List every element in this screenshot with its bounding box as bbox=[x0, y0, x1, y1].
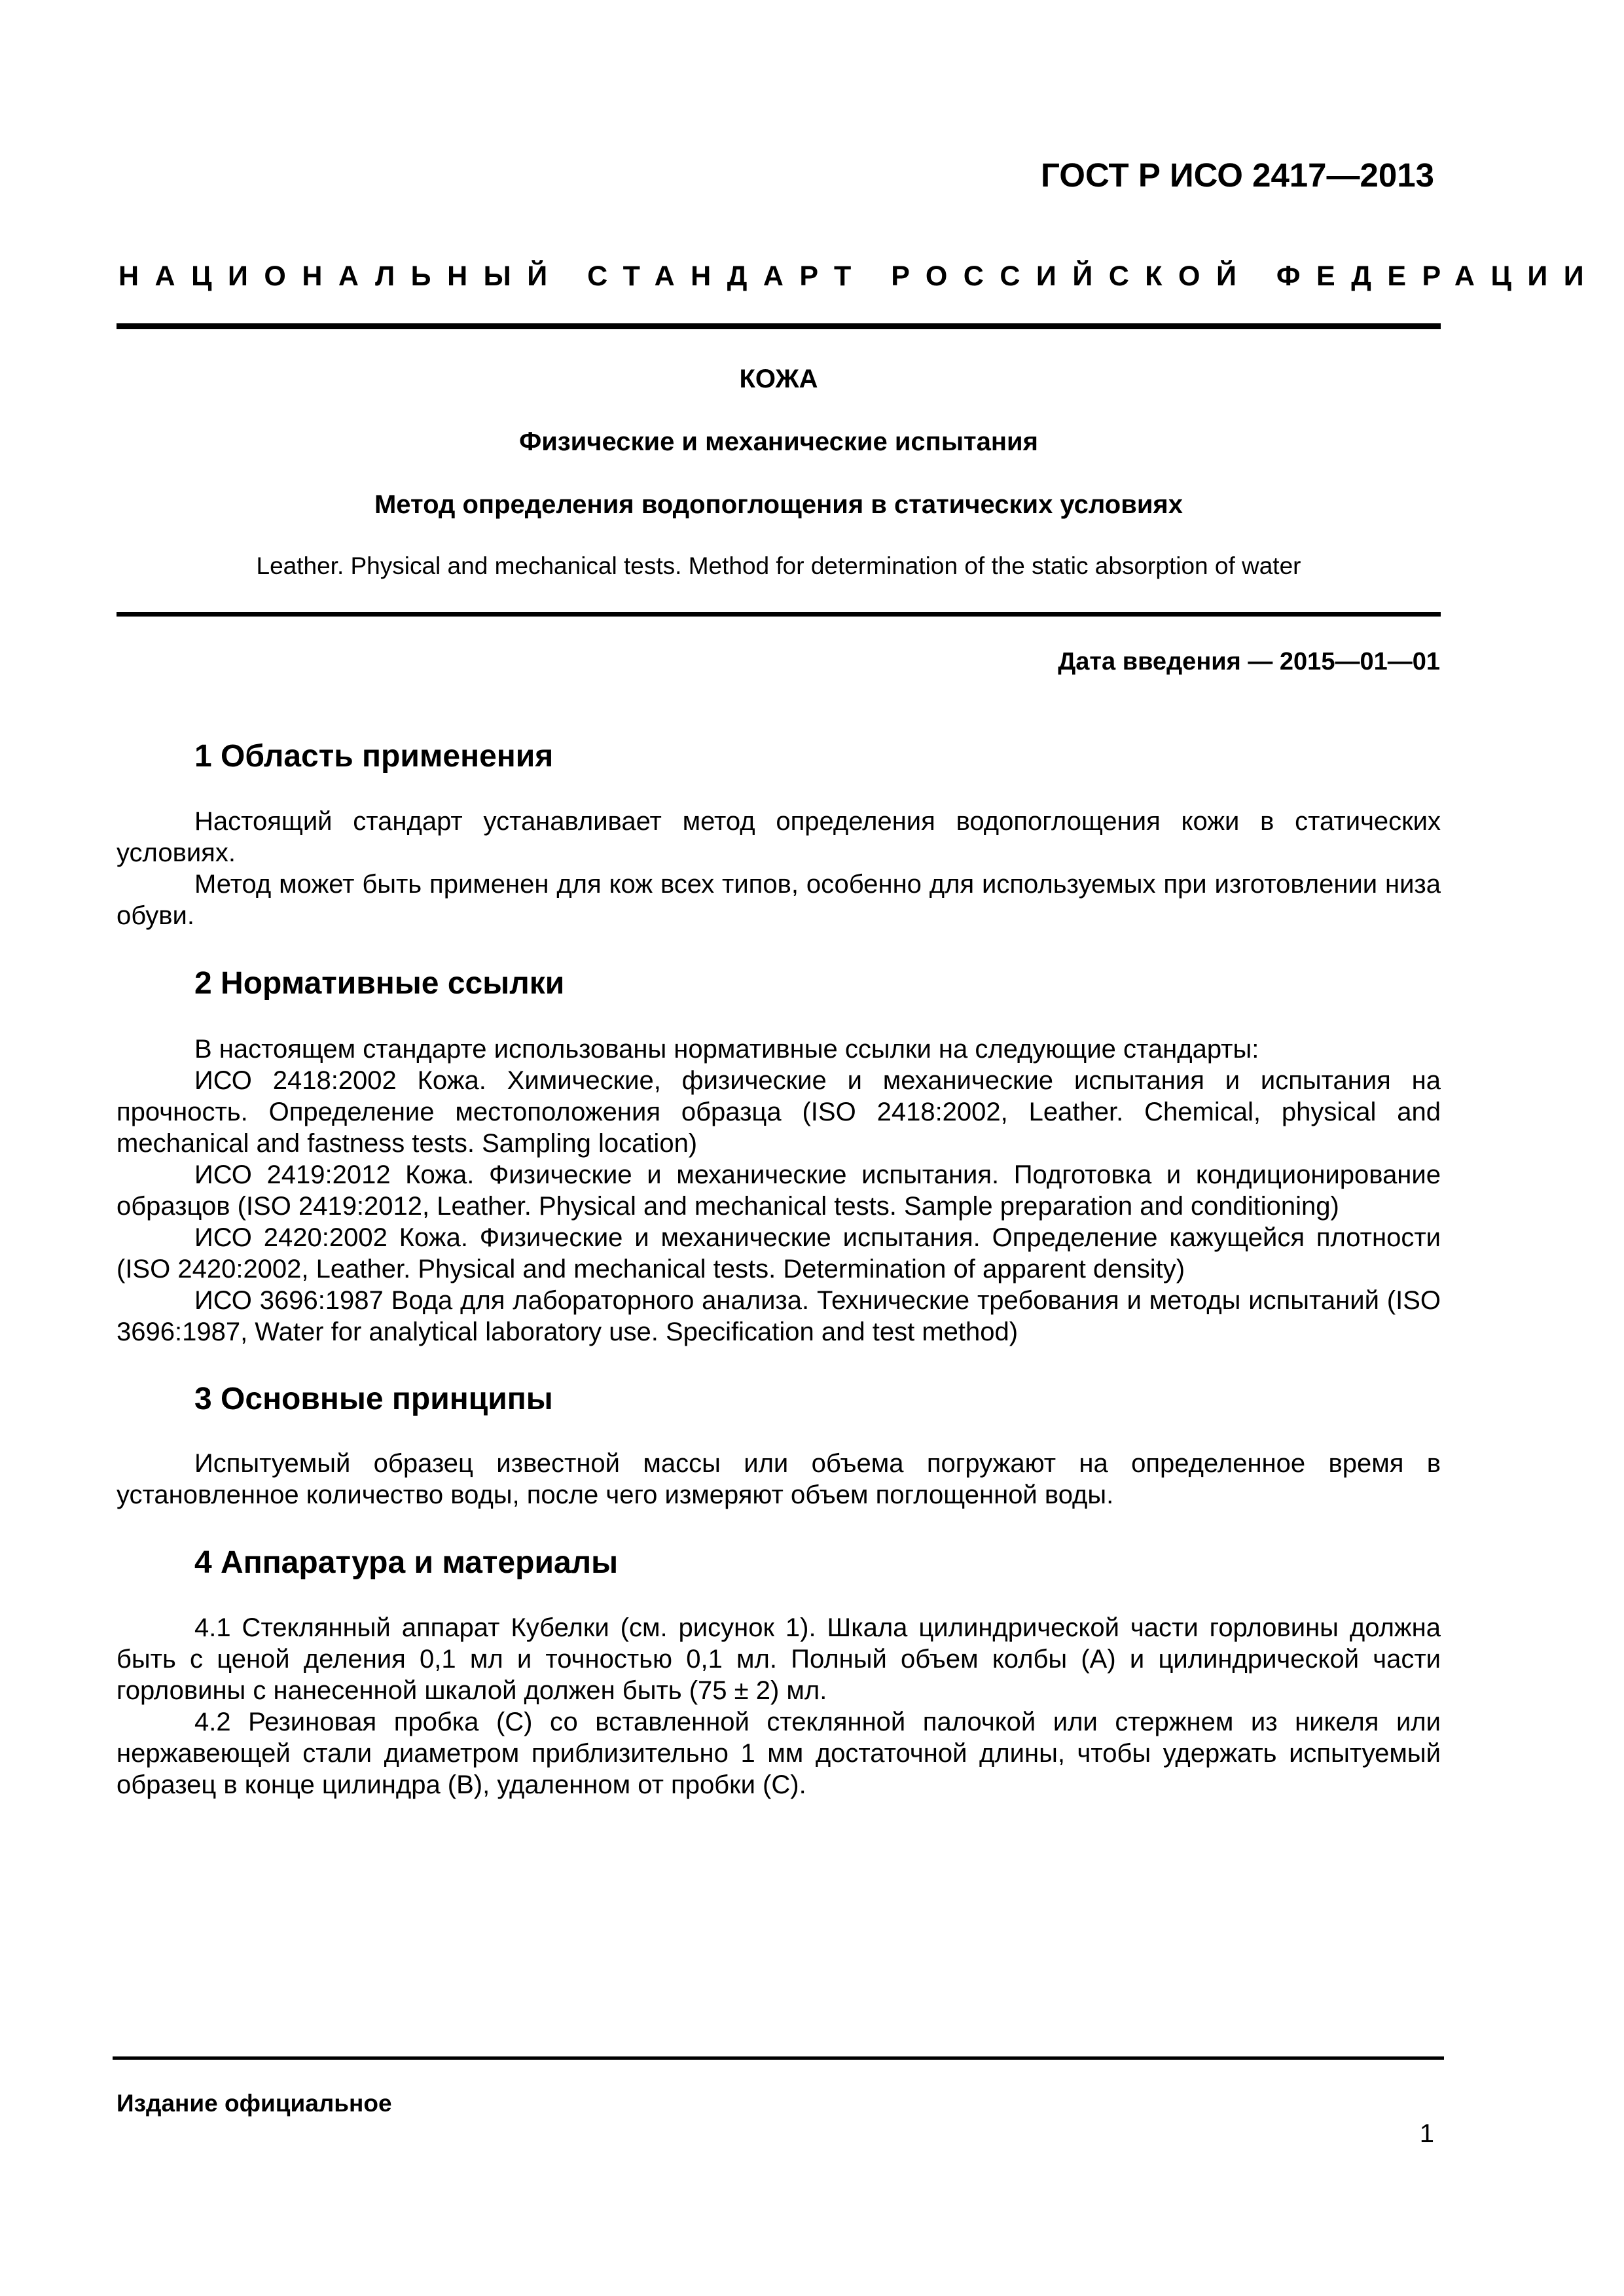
section-heading-apparatus: 4 Аппаратура и материалы bbox=[194, 1545, 619, 1580]
national-standard-title: НАЦИОНАЛЬНЫЙ СТАНДАРТ РОССИЙСКОЙ ФЕДЕРАЦИИ bbox=[118, 260, 1600, 292]
footer-divider bbox=[113, 2056, 1444, 2060]
standard-subtitle: Физические и механические испытания bbox=[519, 427, 1038, 456]
standard-method-title: Метод определения водопоглощения в статических условиях bbox=[374, 490, 1183, 519]
paragraph: 4.2 Резиновая пробка (C) со вставленной стеклянной палочкой или стержнем из никеля или нержавеющей стали диаметром приблизительно 1 мм достаточной длины, чтобы удержать испытуемый образец в конце цилиндра (B), удаленном от пробки (C). bbox=[117, 1708, 1441, 1799]
reference-item: ИСО 2419:2012 Кожа. Физические и механические испытания. Подготовка и кондиционирование образцов (ISO 2419:2012, Leather. Physical and mechanical tests. Sample preparation and conditioning) bbox=[117, 1160, 1441, 1221]
section-body-principles bbox=[117, 1448, 1441, 1511]
section-heading-scope: 1 Область применения bbox=[194, 739, 554, 774]
paragraph: Метод может быть применен для кож всех типов, особенно для используемых при изготовлении низа обуви. bbox=[117, 870, 1441, 930]
section-heading-principles: 3 Основные принципы bbox=[194, 1382, 553, 1416]
reference-item: ИСО 3696:1987 Вода для лабораторного анализа. Технические требования и методы испытаний (ISO 3696:1987, Water for analytical laboratory use. Specification and test method) bbox=[117, 1286, 1441, 1346]
paragraph: Испытуемый образец известной массы или объема погружают на определенное время в установленное количество воды, после чего измеряют объем поглощенной воды. bbox=[117, 1449, 1441, 1509]
section-body-normative-references bbox=[117, 1033, 1441, 1348]
english-title: Leather. Physical and mechanical tests. Method for determination of the static absorption of water bbox=[256, 552, 1301, 579]
section-body-scope bbox=[117, 806, 1441, 931]
page-number: 1 bbox=[1419, 2119, 1434, 2148]
header-divider bbox=[117, 323, 1441, 329]
introduction-date: Дата введения — 2015—01—01 bbox=[1058, 648, 1440, 675]
section-heading-normative-references: 2 Нормативные ссылки bbox=[194, 966, 565, 1001]
paragraph: В настоящем стандарте использованы нормативные ссылки на следующие стандарты: bbox=[194, 1035, 1259, 1064]
paragraph: Настоящий стандарт устанавливает метод определения водопоглощения кожи в статических условиях. bbox=[117, 807, 1441, 867]
standard-subject: КОЖА bbox=[739, 365, 818, 393]
paragraph: 4.1 Стеклянный аппарат Кубелки (см. рисунок 1). Шкала цилиндрической части горловины должна быть с ценой деления 0,1 мл и точностью 0,1 мл. Полный объем колбы (A) и цилиндрической части горловины с нанесенной шкалой должен быть (75 ± 2) мл. bbox=[117, 1613, 1441, 1705]
reference-item: ИСО 2418:2002 Кожа. Химические, физические и механические испытания и испытания на прочность. Определение местоположения образца (ISO 2418:2002, Leather. Chemical, physical and mechanical and fastness tests. Sampling location) bbox=[117, 1066, 1441, 1158]
edition-label: Издание официальное bbox=[117, 2090, 392, 2117]
reference-item: ИСО 2420:2002 Кожа. Физические и механические испытания. Определение кажущейся плотности (ISO 2420:2002, Leather. Physical and mechanical tests. Determination of apparent density) bbox=[117, 1223, 1441, 1283]
section-body-apparatus bbox=[117, 1612, 1441, 1801]
title-divider bbox=[117, 612, 1441, 617]
document-number: ГОСТ Р ИСО 2417—2013 bbox=[1041, 156, 1434, 194]
